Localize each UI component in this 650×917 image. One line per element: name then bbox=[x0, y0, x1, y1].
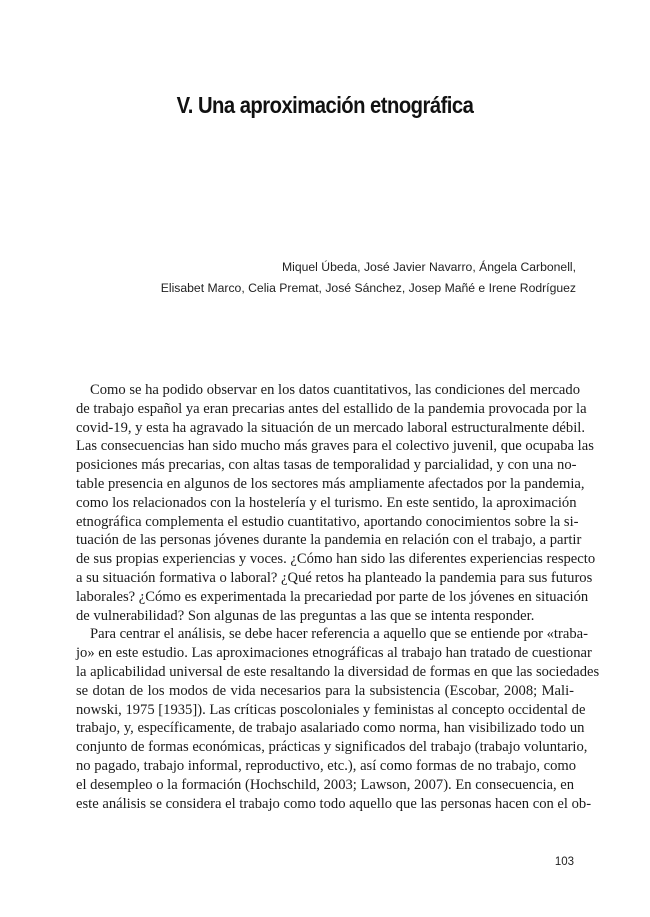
authors-block bbox=[96, 257, 576, 299]
paragraph-line: etnográfica complementa el estudio cuantitativo, aportando conocimientos sobre la si- bbox=[76, 513, 579, 530]
paragraph-line: covid-19, y esta ha agravado la situación de un mercado laboral estructuralmente débil. bbox=[76, 419, 585, 436]
authors-line: Miquel Úbeda, José Javier Navarro, Ángela Carbonell, bbox=[281, 260, 576, 274]
body-text bbox=[76, 381, 600, 813]
page-number: 103 bbox=[554, 856, 574, 868]
paragraph-line: de vulnerabilidad? Son algunas de las preguntas a las que se intenta responder. bbox=[76, 607, 535, 624]
paragraph-line: se dotan de los modos de vida necesarios para la subsistencia (Escobar, 2008; Mali- bbox=[76, 682, 574, 699]
paragraph-line: este análisis se considera el trabajo como todo aquello que las personas hacen con el ob- bbox=[76, 795, 592, 812]
paragraph-line: Las consecuencias han sido mucho más graves para el colectivo juvenil, que ocupaba las bbox=[76, 438, 594, 455]
paragraph-line: a su situación formativa o laboral? ¿Qué retos ha planteado la pandemia para sus futuros bbox=[76, 569, 593, 586]
paragraph-line: Como se ha podido observar en los datos cuantitativos, las condiciones del mercado bbox=[90, 382, 580, 398]
paragraph-line: no pagado, trabajo informal, reproductivo, etc.), así como formas de no trabajo, como bbox=[76, 757, 577, 774]
paragraph-line: conjunto de formas económicas, prácticas y significados del trabajo (trabajo voluntario, bbox=[76, 739, 588, 756]
paragraph-line: jo» en este estudio. Las aproximaciones etnográficas al trabajo han tratado de cuestionar bbox=[76, 645, 592, 662]
paragraph-line: de sus propias experiencias y voces. ¿Cómo han sido las diferentes experiencias respecto bbox=[76, 551, 596, 568]
paragraph-line: Para centrar el análisis, se debe hacer referencia a aquello que se entiende por «traba- bbox=[90, 626, 588, 643]
paragraph-line: posiciones más precarias, con altas tasas de temporalidad y parcialidad, y con una no- bbox=[76, 457, 577, 474]
authors-line: Elisabet Marco, Celia Premat, José Sánchez, Josep Mañé e Irene Rodríguez bbox=[160, 281, 576, 295]
chapter-title: V. Una aproximación etnográfica bbox=[176, 92, 474, 118]
paragraph-line: laborales? ¿Cómo es experimentada la precariedad por parte de los jóvenes en situación bbox=[76, 588, 589, 605]
paragraph-line: table presencia en algunos de los sectores más ampliamente afectados por la pandemia, bbox=[76, 475, 585, 492]
paragraph-line: el desempleo o la formación (Hochschild, 2003; Lawson, 2007). En consecuencia, en bbox=[76, 776, 575, 793]
paragraph-line: nowski, 1975 [1935]). Las críticas poscoloniales y feministas al concepto occidental de bbox=[76, 701, 586, 718]
paragraph-line: trabajo, y, específicamente, de trabajo asalariado como norma, han visibilizado todo un bbox=[76, 720, 585, 737]
paragraph-line: la aplicabilidad universal de este resaltando la diversidad de formas en que las sociedades bbox=[76, 663, 600, 680]
paragraph-line: de trabajo español ya eran precarias antes del estallido de la pandemia provocada por la bbox=[76, 400, 587, 417]
paragraph-line: tuación de las personas jóvenes durante la pandemia en relación con el trabajo, a partir bbox=[76, 532, 582, 549]
paragraph-line: como los relacionados con la hostelería y el turismo. En este sentido, la aproximación bbox=[76, 494, 577, 511]
